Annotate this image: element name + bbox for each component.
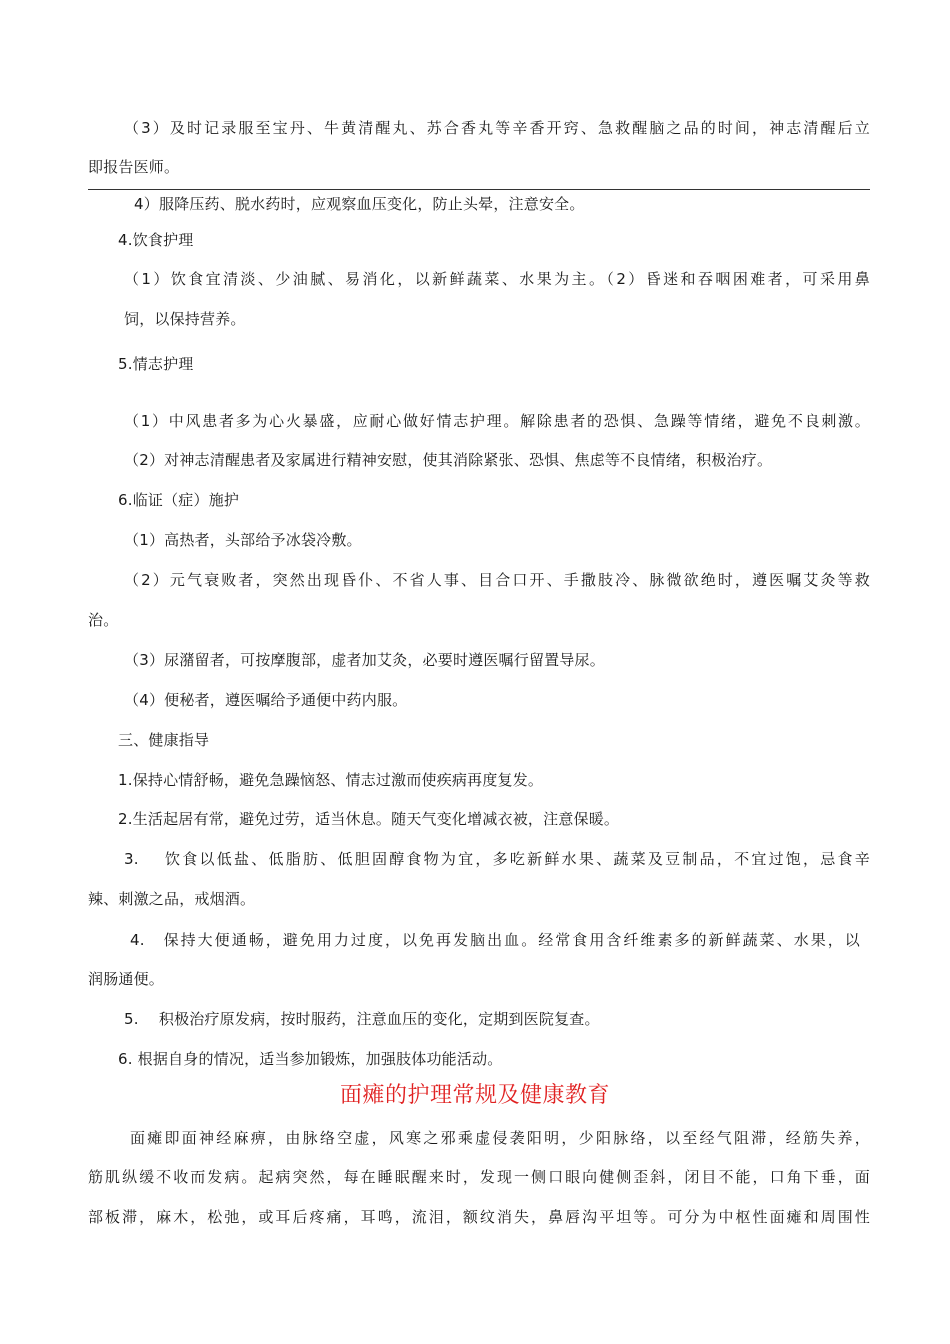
paragraph-line: （3）及时记录服至宝丹、牛黄清醒丸、苏合香丸等辛香开窍、急救醒脑之品的时间，神志清醒后立 [124,119,870,137]
paragraph-line: 治。 [88,611,119,629]
paragraph-line: 辣、刺激之品，戒烟酒。 [88,890,256,908]
paragraph-line: （4）便秘者，遵医嘱给予通便中药内服。 [124,691,408,709]
paragraph-line: （1）中风患者多为心火暴盛，应耐心做好情志护理。解除患者的恐惧、急躁等情绪，避免不良刺激。 [124,412,870,430]
intro-line: 部板滞，麻木，松弛，或耳后疼痛，耳鸣，流泪，额纹消失，鼻唇沟平坦等。可分为中枢性面瘫和周围性 [88,1208,870,1226]
section-heading: 三、健康指导 [118,731,210,749]
paragraph-line: 3. 饮食以低盐、低脂肪、低胆固醇食物为宜，多吃新鲜水果、蔬菜及豆制品，不宜过饱，忌食辛 [124,850,870,868]
paragraph-line: （2）对神志清醒患者及家属进行精神安慰，使其消除紧张、恐惧、焦虑等不良情绪，积极治疗。 [124,451,773,469]
paragraph-line: 4. 保持大便通畅，避免用力过度，以免再发脑出血。经常食用含纤维素多的新鲜蔬菜、水果，以 [130,931,860,949]
paragraph-line: 4）服降压药、脱水药时，应观察血压变化，防止头晕，注意安全。 [134,195,585,213]
section-heading: 4.饮食护理 [118,231,194,249]
paragraph-line: （1）饮食宜清淡、少油腻、易消化，以新鲜蔬菜、水果为主。（2）昏迷和吞咽困难者，可采用鼻 [124,270,870,288]
paragraph-line: 2.生活起居有常，避免过劳，适当休息。随天气变化增减衣被，注意保暖。 [118,810,620,828]
paragraph-line: （1）高热者，头部给予冰袋冷敷。 [124,531,362,549]
paragraph-line: 饲，以保持营养。 [124,310,246,328]
section-title: 面瘫的护理常规及健康教育 [339,1083,610,1108]
horizontal-rule [88,189,870,190]
paragraph-line: （3）尿潴留者，可按摩腹部，虚者加艾灸，必要时遵医嘱行留置导尿。 [124,651,605,669]
paragraph-line: （2）元气衰败者，突然出现昏仆、不省人事、目合口开、手撒肢冷、脉微欲绝时，遵医嘱艾灸等救 [124,571,870,589]
paragraph-line: 1.保持心情舒畅，避免急躁恼怒、情志过激而使疾病再度复发。 [118,771,544,789]
section-heading: 5.情志护理 [118,355,194,373]
paragraph-line: 5. 积极治疗原发病，按时服药，注意血压的变化，定期到医院复查。 [124,1010,600,1028]
section-heading: 6.临证（症）施护 [118,491,240,509]
paragraph-line: 润肠通便。 [88,970,165,988]
paragraph-line: 6. 根据自身的情况，适当参加锻炼，加强肢体功能活动。 [118,1050,503,1068]
intro-line: 面瘫即面神经麻痹，由脉络空虚，风寒之邪乘虚侵袭阳明，少阳脉络，以至经气阻滞，经筋失养， [130,1129,870,1147]
paragraph-line: 即报告医师。 [88,158,180,176]
intro-line: 筋肌纵缓不收而发病。起病突然，每在睡眠醒来时，发现一侧口眼向健侧歪斜，闭目不能，口角下垂，面 [88,1168,870,1186]
